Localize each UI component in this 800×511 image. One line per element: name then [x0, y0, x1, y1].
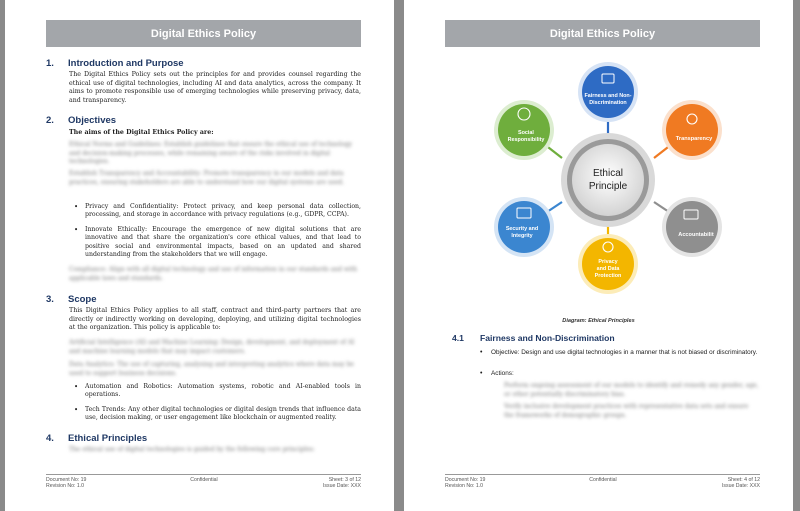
blurred-text: Artificial Intelligence (AI) and Machine Learning: Design, development, and deployment of AI and machine learning models that may impact customers. — [69, 339, 355, 355]
bullet-innovate: • Innovate Ethically: Encourage the emergence of new digital solutions that are innovative and that share the organization's core ethical values, and that lead to positive social and environmental impacts, based on an updated and shared understanding from the stakeholders that we will engage. — [85, 226, 361, 260]
bullet-actions: • Actions: — [491, 370, 760, 378]
footer-issue-date: Issue Date: XXX — [322, 483, 361, 490]
footer-revision-number: Revision No: 1.0 — [445, 483, 484, 490]
scope-paragraph: This Digital Ethics Policy applies to all staff, contract and third-party partners that are directly or indirectly working on developing, deploying, and utilizing digital technologies at the organization. This policy is applicable to: — [69, 307, 361, 332]
diagram-center-line1: Ethical — [592, 168, 624, 179]
ethical-principles-diagram — [404, 52, 793, 322]
diagram-center — [561, 133, 655, 227]
footer-confidential: Confidential — [589, 477, 617, 483]
subsection-title: Fairness and Non-Discrimination — [480, 333, 615, 343]
blurred-text: Perform ongoing assessment of our models to identify and remedy any gender, age, or other potentially discriminatory bias. — [504, 382, 759, 398]
section-number: 2. — [46, 115, 54, 126]
footer-doc-info — [445, 477, 485, 489]
bullet-objective: • Objective: Design and use digital technologies in a manner that is not biased or discriminatory. — [491, 349, 760, 357]
footer-sheet: Sheet: 4 of 12 — [727, 477, 760, 483]
bullet-tech-trends: • Tech Trends: Any other digital technologies or digital design trends that influence data use, decision making, or user engagement like blockchain or augmented reality. — [85, 406, 361, 423]
section-heading-intro — [46, 58, 184, 69]
diagram-node-accountability — [662, 197, 722, 257]
blurred-text: Compliance: Align with all digital technology and use of information in our standards and with applicable laws and standards. — [69, 266, 358, 282]
page-banner — [445, 20, 760, 47]
node-label: Security and — [505, 226, 539, 232]
node-label: Accountabilit — [678, 232, 714, 238]
section-number: 4. — [46, 433, 54, 444]
section-title: Objectives — [68, 115, 117, 126]
page-banner — [46, 20, 361, 47]
blurred-text: Establish Transparency and Accountability: Promote transparency in our models and data practices, ensuring stakeholders are able to understand how our digital systems are used. — [69, 170, 345, 186]
diagram-node-privacy — [578, 234, 638, 294]
node-label: Privacy — [598, 259, 618, 265]
node-label: Discrimination — [589, 100, 627, 106]
bullet-automation: • Automation and Robotics: Automation systems, robotic and AI-enabled tools in operations. — [85, 383, 361, 400]
footer-divider — [46, 474, 361, 475]
footer-issue-date: Issue Date: XXX — [721, 483, 760, 490]
diagram-node-fairness — [578, 62, 638, 122]
blurred-text: The ethical use of digital technologies is guided by the following core principles: — [69, 446, 315, 453]
banner-title: Digital Ethics Policy — [549, 27, 656, 40]
blurred-text: Verify inclusive development practices with representative data sets and ensure the frameworks of demographic groups. — [504, 403, 749, 419]
blurred-text: Ethical Norms and Guidelines: Establish guidelines that ensure the ethical use of technology and decision-making processes, while remaining aware of the risks involved in digital technologies. — [69, 141, 353, 165]
diagram-caption: Diagram: Ethical Principles — [562, 318, 635, 324]
section-heading-objectives — [46, 115, 116, 126]
node-label: Integrity — [511, 233, 533, 239]
footer-sheet-info — [700, 477, 760, 489]
footer-document-number: Document No: 19 — [445, 477, 486, 483]
section-title: Ethical Principles — [68, 433, 148, 444]
node-label: and Data — [596, 266, 620, 272]
footer-document-number: Document No: 19 — [46, 477, 87, 483]
node-label: Protection — [594, 273, 622, 279]
objectives-lead: The aims of the Digital Ethics Policy are: — [69, 129, 214, 136]
node-label: Responsibility — [507, 137, 545, 143]
node-label: Social — [518, 130, 534, 136]
node-label: Transparency — [675, 136, 713, 142]
document-page-left — [5, 0, 394, 511]
footer-doc-info — [46, 477, 86, 489]
diagram-node-security — [494, 197, 554, 257]
footer-divider — [445, 474, 760, 475]
diagram-center-line2: Principle — [588, 181, 628, 192]
section-number: 3. — [46, 294, 54, 305]
footer-sheet: Sheet: 3 of 12 — [328, 477, 361, 483]
section-title: Introduction and Purpose — [68, 58, 184, 69]
section-number: 1. — [46, 58, 54, 69]
diagram-node-transparency — [662, 100, 722, 160]
intro-paragraph: The Digital Ethics Policy sets out the principles for and provides counsel regarding the ethical use of digital technologies, including AI and data analytics, across the company. It aims to promote responsible use of emerging technologies while preserving privacy, data, and transparency. — [69, 71, 361, 104]
subsection-heading — [452, 333, 615, 343]
footer-confidential: Confidential — [190, 477, 218, 483]
section-title: Scope — [68, 294, 97, 305]
node-label: Fairness and Non- — [584, 93, 632, 99]
banner-title: Digital Ethics Policy — [150, 27, 257, 40]
document-page-right — [404, 0, 793, 511]
bullet-privacy: • Privacy and Confidentiality: Protect privacy, and keep personal data collection, processing, and storage in accordance with privacy regulations (e.g., GDPR, CCPA). — [85, 203, 361, 220]
section-heading-scope — [46, 294, 97, 305]
footer-sheet-info — [301, 477, 361, 489]
footer-revision-number: Revision No: 1.0 — [46, 483, 85, 490]
subsection-number: 4.1 — [452, 333, 464, 343]
diagram-node-social-responsibility — [494, 100, 554, 160]
section-heading-principles — [46, 433, 147, 444]
blurred-text: Data Analytics: The use of capturing, analysing and interpreting analytics where data may be used to support business decisions. — [69, 361, 354, 377]
